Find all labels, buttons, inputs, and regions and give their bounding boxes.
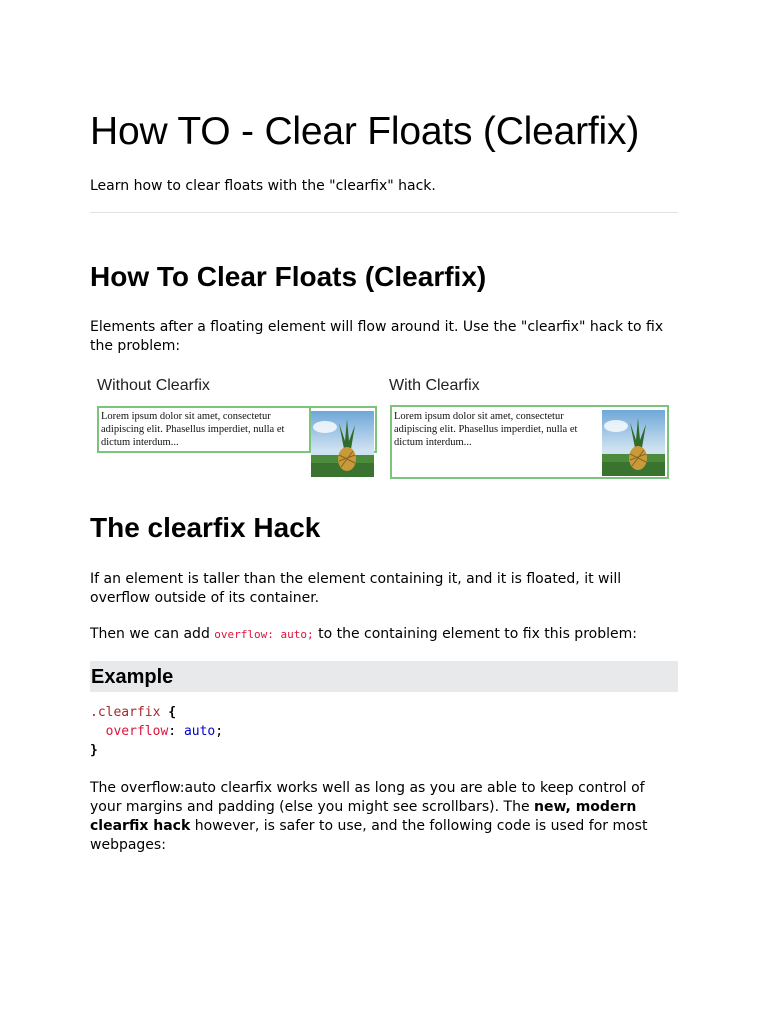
box-text-with-clearfix: Lorem ipsum dolor sit amet, consectetur adipiscing elit. Phasellus imperdiet, nulla et dictum interdum... bbox=[394, 411, 578, 448]
overflow-paragraph: If an element is taller than the element containing it, and it is floated, it will overflow outside of its container. bbox=[90, 571, 622, 606]
intro-paragraph: Elements after a floating element will flow around it. Use the "clearfix" hack to fix the problem: bbox=[90, 319, 664, 354]
without-clearfix-label: Without Clearfix bbox=[97, 377, 210, 394]
pineapple-image bbox=[311, 411, 374, 477]
modern-clearfix-emphasis: new, modern clearfix hack bbox=[90, 799, 637, 834]
with-clearfix-label: With Clearfix bbox=[389, 377, 480, 394]
overflow-auto-paragraph: Then we can add overflow: auto; to the containing element to fix this problem: bbox=[90, 626, 637, 642]
page-subtitle: Learn how to clear floats with the "clearfix" hack. bbox=[90, 178, 436, 194]
inline-code-overflow-auto: overflow: auto; bbox=[214, 628, 314, 641]
code-property: overflow bbox=[105, 724, 169, 739]
page-title: How TO - Clear Floats (Clearfix) bbox=[90, 110, 640, 153]
section-heading-clearfix-hack: The clearfix Hack bbox=[90, 512, 321, 543]
code-close-brace: } bbox=[90, 743, 98, 758]
code-selector: .clearfix bbox=[90, 705, 161, 720]
section-heading-clear-floats: How To Clear Floats (Clearfix) bbox=[90, 261, 487, 292]
pineapple-image bbox=[602, 410, 665, 476]
code-value: auto bbox=[183, 724, 216, 739]
code-example: .clearfix { overflow: auto; } bbox=[90, 705, 224, 758]
example-header-bar bbox=[90, 661, 678, 692]
example-title: Example bbox=[91, 666, 174, 688]
divider bbox=[90, 212, 678, 213]
closing-paragraph: The overflow:auto clearfix works well as long as you are able to keep control of your margins and padding (else you might see scrollbars). The new, modern clearfix hack however, is safer to use, and the following code is used for most webpages: bbox=[90, 780, 648, 853]
code-open-brace: { bbox=[168, 705, 177, 720]
box-text-without-clearfix: Lorem ipsum dolor sit amet, consectetur adipiscing elit. Phasellus imperdiet, nulla et dictum interdum... bbox=[101, 411, 285, 448]
